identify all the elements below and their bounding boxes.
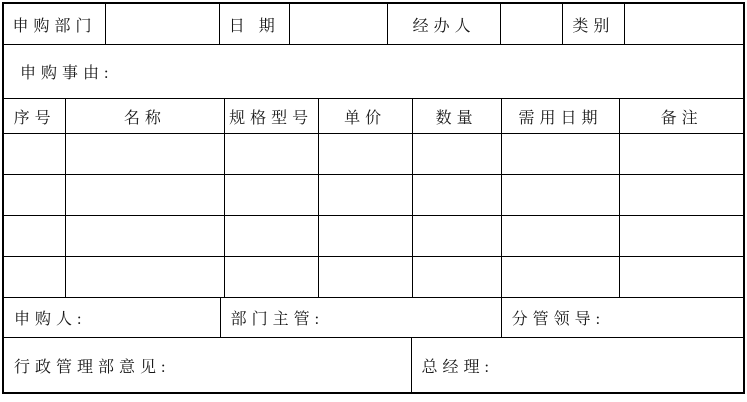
items-table-cell[interactable] bbox=[4, 257, 66, 297]
admin-opinion-cell[interactable] bbox=[4, 338, 412, 392]
col-header-remarks: 备注 bbox=[660, 109, 703, 127]
items-table-row bbox=[4, 175, 743, 216]
reason-row bbox=[4, 45, 743, 99]
col-header-quantity: 数量 bbox=[413, 99, 502, 133]
category-value-cell[interactable] bbox=[625, 4, 743, 44]
items-table-row bbox=[4, 134, 743, 175]
items-table-cell[interactable] bbox=[413, 175, 502, 215]
date-value-cell[interactable] bbox=[290, 4, 388, 44]
handler-value-cell[interactable] bbox=[501, 4, 562, 44]
items-header-row bbox=[4, 99, 743, 134]
dept-head-label: 部门主管: bbox=[230, 311, 325, 328]
category-label: 类别 bbox=[572, 17, 615, 35]
handler-label: 经办人 bbox=[412, 17, 476, 35]
items-table-cell[interactable] bbox=[413, 216, 502, 256]
items-table-cell[interactable] bbox=[66, 216, 224, 256]
items-table-cell[interactable] bbox=[225, 175, 319, 215]
items-table-cell[interactable] bbox=[4, 134, 66, 174]
items-table-cell[interactable] bbox=[620, 257, 743, 297]
items-table-cell[interactable] bbox=[620, 175, 743, 215]
items-table-cell[interactable] bbox=[413, 257, 502, 297]
items-table-cell[interactable] bbox=[66, 175, 224, 215]
items-table-cell[interactable] bbox=[225, 134, 319, 174]
items-table-cell[interactable] bbox=[4, 216, 66, 256]
dept-value-cell[interactable] bbox=[106, 4, 220, 44]
col-header-date-needed: 需用日期 bbox=[502, 99, 621, 133]
items-table-cell[interactable] bbox=[4, 175, 66, 215]
purchase-requisition-form bbox=[2, 2, 745, 394]
col-header-name: 名称 bbox=[66, 99, 224, 133]
items-table-cell[interactable] bbox=[66, 134, 224, 174]
date-label-cell bbox=[220, 4, 290, 44]
reason-cell[interactable] bbox=[4, 45, 743, 98]
col-header-index: 序号 bbox=[4, 99, 66, 133]
category-label-cell bbox=[563, 4, 625, 44]
items-table-cell[interactable] bbox=[502, 216, 621, 256]
items-table-cell[interactable] bbox=[319, 216, 413, 256]
items-table-cell[interactable] bbox=[502, 134, 621, 174]
col-header-spec-model: 规格型号 bbox=[225, 99, 319, 133]
signature-row bbox=[4, 298, 743, 338]
gm-approval-cell[interactable] bbox=[412, 338, 743, 392]
dept-label: 申购部门 bbox=[12, 17, 97, 35]
items-table-cell[interactable] bbox=[413, 134, 502, 174]
items-table-cell[interactable] bbox=[319, 175, 413, 215]
admin-opinion-label: 行政管理部意见: bbox=[14, 358, 171, 376]
items-table-cell[interactable] bbox=[502, 257, 621, 297]
items-table-cell[interactable] bbox=[225, 257, 319, 297]
items-table-row bbox=[4, 257, 743, 298]
top-info-row bbox=[4, 4, 743, 45]
items-blank-rows bbox=[4, 134, 743, 298]
leader-signature-cell[interactable] bbox=[502, 298, 743, 337]
applicant-label: 申购人: bbox=[14, 311, 87, 328]
items-table-cell[interactable] bbox=[225, 216, 319, 256]
leader-label: 分管领导: bbox=[511, 311, 606, 328]
reason-label: 申购事由: bbox=[20, 65, 114, 82]
dept-label-cell bbox=[4, 4, 106, 44]
items-table-cell[interactable] bbox=[620, 134, 743, 174]
approval-row bbox=[4, 338, 743, 392]
items-table-cell[interactable] bbox=[620, 216, 743, 256]
dept-head-signature-cell[interactable] bbox=[221, 298, 502, 337]
col-header-unit-price: 单价 bbox=[319, 99, 413, 133]
items-table-cell[interactable] bbox=[319, 134, 413, 174]
handler-label-cell bbox=[388, 4, 502, 44]
items-table-cell[interactable] bbox=[66, 257, 224, 297]
items-table-cell[interactable] bbox=[319, 257, 413, 297]
date-label: 日 期 bbox=[228, 17, 280, 35]
applicant-signature-cell[interactable] bbox=[4, 298, 221, 337]
items-table-row bbox=[4, 216, 743, 257]
gm-label: 总经理: bbox=[421, 358, 494, 376]
items-table-cell[interactable] bbox=[502, 175, 621, 215]
